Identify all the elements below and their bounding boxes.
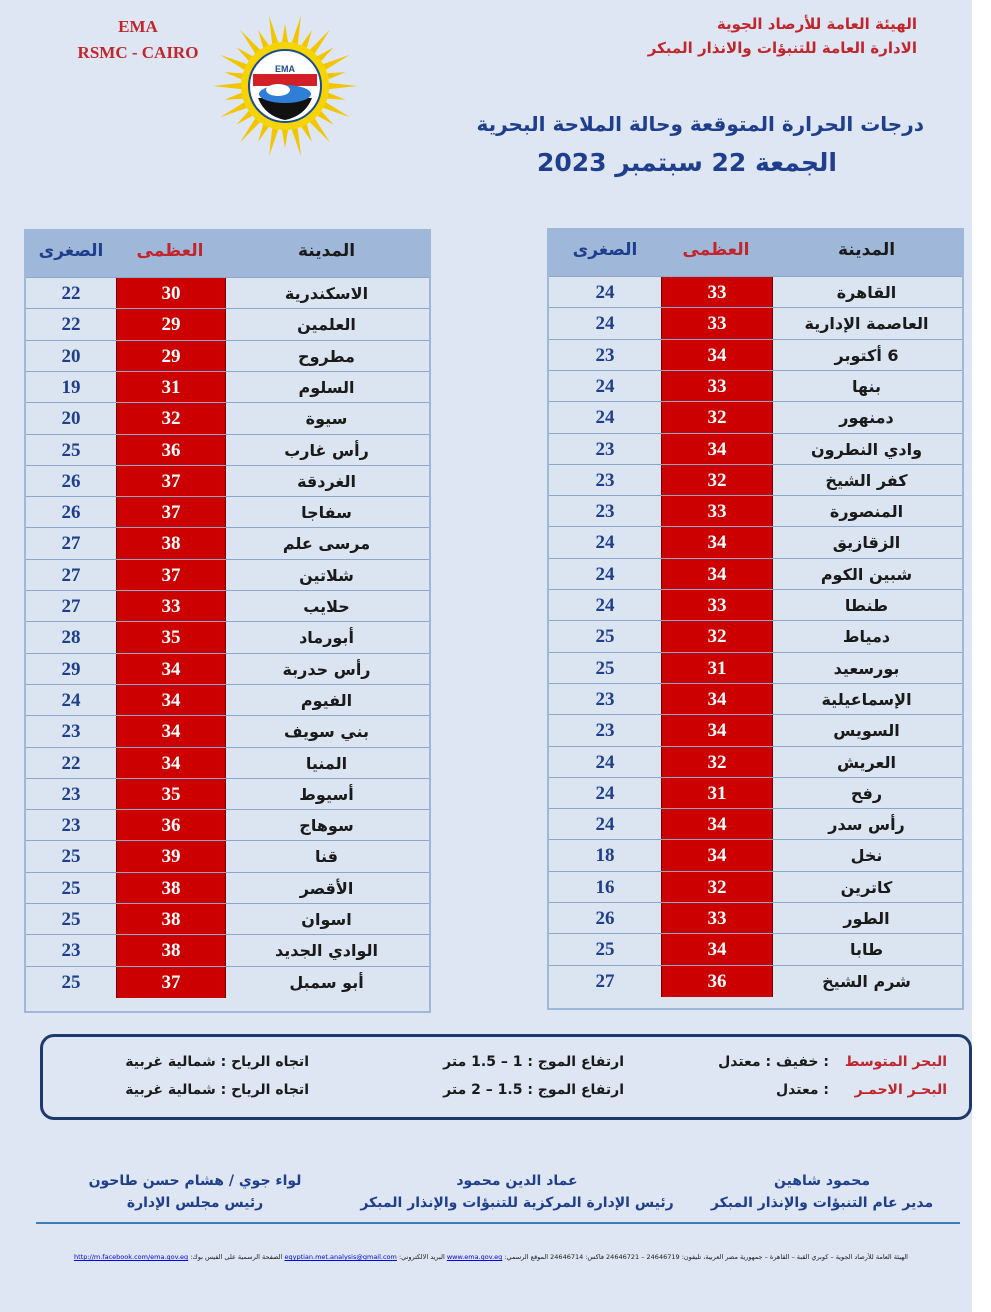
city-name: سوهاج xyxy=(299,816,354,836)
max-temp: 33 xyxy=(116,591,226,622)
city-name: رأس غارب xyxy=(284,440,369,460)
min-temp: 24 xyxy=(595,282,615,303)
header-city: المدينة xyxy=(297,241,356,261)
min-temp: 25 xyxy=(595,657,615,679)
max-temp: 37 xyxy=(116,967,226,998)
min-temp: 24 xyxy=(595,532,615,554)
city-name: الفيوم xyxy=(300,690,353,710)
min-temp: 26 xyxy=(61,470,81,492)
min-temp: 25 xyxy=(61,846,81,868)
table-row xyxy=(26,465,429,497)
email-link[interactable]: egyptian.met.analysis@gmail.com xyxy=(284,1253,397,1261)
max-temp: 37 xyxy=(116,466,226,497)
table-row xyxy=(549,401,962,433)
max-temp: 33 xyxy=(661,371,773,402)
max-temp: 29 xyxy=(116,309,226,340)
table-row xyxy=(549,464,962,496)
table-row xyxy=(26,277,429,309)
min-temp: 23 xyxy=(61,721,81,743)
city-name: رفح xyxy=(850,783,883,803)
wind-direction: اتجاه الرياح : شمالية غربية xyxy=(125,1054,309,1070)
min-temp: 26 xyxy=(595,908,615,929)
city-name: وادي النطرون xyxy=(810,439,923,459)
website-link[interactable]: www.ema.gov.eg xyxy=(446,1253,503,1261)
min-temp: 25 xyxy=(61,971,81,993)
forecast-date: الجمعة 22 سبتمبر 2023 xyxy=(536,148,837,177)
table-row xyxy=(549,965,962,997)
wave-height: ارتفاع الموج : 1.5 – 2 متر xyxy=(443,1082,624,1098)
city-name: العلمين xyxy=(297,315,356,335)
page-margin xyxy=(972,0,991,1312)
min-temp: 24 xyxy=(61,689,81,711)
table-row xyxy=(26,308,429,340)
sea-conditions-box xyxy=(40,1034,972,1120)
table-row xyxy=(26,809,429,841)
table-row xyxy=(26,653,429,685)
min-temp: 27 xyxy=(61,596,81,617)
city-name: اسوان xyxy=(301,910,352,929)
table-row xyxy=(549,746,962,778)
max-temp: 34 xyxy=(661,527,773,558)
table-row xyxy=(549,307,962,339)
table-row xyxy=(26,715,429,747)
email-label: البريد الالكتروني: xyxy=(398,1253,445,1261)
signatory-name: عماد الدين محمود xyxy=(456,1173,578,1189)
table-row xyxy=(26,840,429,872)
city-name: شرم الشيخ xyxy=(822,971,911,991)
city-name: طابا xyxy=(849,940,884,960)
org-name-line: الهيئة العامة للأرصاد الجوية xyxy=(716,15,917,33)
table-row xyxy=(549,526,962,558)
city-name: القاهرة xyxy=(836,283,897,302)
city-name: بني سويف xyxy=(283,722,370,742)
table-row xyxy=(549,558,962,590)
city-name: رأس سدر xyxy=(828,815,905,835)
table-row xyxy=(549,933,962,965)
signature-block xyxy=(702,1170,942,1214)
wind-direction: اتجاه الرياح : شمالية غربية xyxy=(125,1082,309,1098)
ema-sun-logo xyxy=(210,14,360,164)
sea-name: البحـر الاحمـر xyxy=(854,1082,947,1098)
city-name: المنيا xyxy=(305,753,348,773)
table-row xyxy=(549,871,962,903)
table-row xyxy=(26,434,429,466)
table-row xyxy=(26,371,429,403)
min-temp: 29 xyxy=(61,658,81,680)
city-name: شبين الكوم xyxy=(820,564,913,584)
max-temp: 34 xyxy=(116,716,226,747)
table-row xyxy=(26,590,429,622)
min-temp: 25 xyxy=(61,877,81,899)
facebook-label: الصفحة الرسمية على الفيس بوك: xyxy=(190,1253,283,1261)
max-temp: 34 xyxy=(116,748,226,779)
table-row xyxy=(26,496,429,528)
min-temp: 27 xyxy=(595,970,615,992)
city-name: مرسى علم xyxy=(282,534,371,554)
max-temp: 32 xyxy=(661,621,773,652)
city-name: الغردقة xyxy=(297,471,356,491)
city-name: الاسكندرية xyxy=(284,284,369,303)
signatory-name: لواء جوي / هشام حسن طاحون xyxy=(88,1173,302,1189)
table-row xyxy=(549,683,962,715)
max-temp: 38 xyxy=(116,935,226,966)
min-temp: 23 xyxy=(595,469,615,491)
temperature-table-right xyxy=(547,228,964,1010)
max-temp: 33 xyxy=(661,277,773,308)
min-temp: 24 xyxy=(595,375,615,397)
table-row xyxy=(26,903,429,935)
table-row xyxy=(549,808,962,840)
max-temp: 34 xyxy=(661,715,773,746)
city-name: الزقازيق xyxy=(832,533,901,553)
max-temp: 34 xyxy=(661,684,773,715)
min-temp: 23 xyxy=(595,344,615,366)
signatory-role: رئيس مجلس الإدارة xyxy=(126,1195,264,1211)
table-row xyxy=(26,872,429,904)
ema-acronym: EMA xyxy=(118,17,158,36)
table-row xyxy=(26,340,429,372)
org-department-line: الادارة العامة للتنبؤات والانذار المبكر xyxy=(647,39,917,57)
mediterranean-row xyxy=(43,1054,969,1080)
max-temp: 36 xyxy=(661,966,773,997)
max-temp: 31 xyxy=(661,778,773,809)
footer-address: الهيئة العامة للأرصاد الجوية – كوبري القبة – القاهرة – جمهورية مصر العربية، تليفون: 24646719 – 24646721 فاكس: 24646714 الموقع الرسمي: xyxy=(504,1253,908,1261)
sea-name: البحر المتوسط xyxy=(844,1054,947,1070)
city-name: 6 أكتوبر xyxy=(834,345,899,365)
max-temp: 35 xyxy=(116,622,226,653)
table-row xyxy=(26,559,429,591)
table-row xyxy=(26,527,429,559)
min-temp: 23 xyxy=(595,720,615,742)
table-row xyxy=(26,778,429,810)
max-temp: 33 xyxy=(661,496,773,527)
max-temp: 34 xyxy=(116,685,226,716)
city-name: شلاتين xyxy=(299,565,354,585)
table-row xyxy=(26,934,429,966)
city-name: رأس حدربة xyxy=(282,659,371,679)
sea-state: : معتدل xyxy=(776,1082,829,1098)
max-temp: 34 xyxy=(661,809,773,840)
max-temp: 33 xyxy=(661,308,773,339)
min-temp: 27 xyxy=(61,564,81,586)
min-temp: 25 xyxy=(595,626,615,648)
rsmc-label: RSMC - CAIRO xyxy=(77,43,199,62)
city-name: مطروح xyxy=(298,346,355,366)
table-row xyxy=(549,370,962,402)
min-temp: 26 xyxy=(61,502,81,524)
max-temp: 39 xyxy=(116,841,226,872)
max-temp: 32 xyxy=(116,403,226,434)
header-city: المدينة xyxy=(837,240,896,260)
city-name: الوادي الجديد xyxy=(275,941,378,961)
signature-block xyxy=(352,1170,682,1214)
max-temp: 32 xyxy=(661,747,773,778)
sea-state: : خفيف : معتدل xyxy=(718,1054,829,1070)
max-temp: 33 xyxy=(661,590,773,621)
min-temp: 23 xyxy=(595,501,615,523)
max-temp: 38 xyxy=(116,873,226,904)
header-max: العظمى xyxy=(682,240,750,260)
city-name: المنصورة xyxy=(829,502,904,522)
max-temp: 36 xyxy=(116,810,226,841)
table-row xyxy=(549,777,962,809)
min-temp: 23 xyxy=(61,940,81,962)
min-temp: 27 xyxy=(61,533,81,555)
signatory-role: مدير عام التنبؤات والإنذار المبكر xyxy=(710,1195,934,1211)
table-header xyxy=(549,230,962,276)
red-sea-row xyxy=(43,1082,969,1108)
city-name: سفاجا xyxy=(301,503,352,523)
max-temp: 34 xyxy=(661,340,773,371)
city-name: سيوة xyxy=(305,409,348,429)
table-row xyxy=(549,339,962,371)
city-name: السلوم xyxy=(298,377,355,397)
header-max: العظمى xyxy=(136,241,204,261)
max-temp: 38 xyxy=(116,904,226,935)
table-row xyxy=(26,747,429,779)
city-name: حلايب xyxy=(303,597,350,616)
min-temp: 20 xyxy=(61,345,81,367)
max-temp: 30 xyxy=(116,278,226,309)
ema-english-name xyxy=(58,14,218,66)
max-temp: 33 xyxy=(661,903,773,934)
max-temp: 31 xyxy=(116,372,226,403)
page-title: درجات الحرارة المتوقعة وحالة الملاحة البحرية xyxy=(476,112,924,136)
min-temp: 24 xyxy=(595,595,615,616)
min-temp: 19 xyxy=(61,376,81,398)
table-row xyxy=(549,276,962,308)
city-name: نخل xyxy=(850,846,883,866)
min-temp: 25 xyxy=(61,909,81,930)
max-temp: 32 xyxy=(661,402,773,433)
city-name: أبورماد xyxy=(299,628,354,648)
table-row xyxy=(549,433,962,465)
min-temp: 24 xyxy=(595,313,615,335)
max-temp: 37 xyxy=(116,560,226,591)
min-temp: 24 xyxy=(595,563,615,585)
max-temp: 34 xyxy=(116,654,226,685)
city-name: السويس xyxy=(833,721,900,741)
city-name: كاترين xyxy=(840,877,893,897)
max-temp: 36 xyxy=(116,435,226,466)
max-temp: 32 xyxy=(661,465,773,496)
max-temp: 34 xyxy=(661,840,773,871)
city-name: الإسماعيلية xyxy=(821,689,912,709)
max-temp: 37 xyxy=(116,497,226,528)
city-name: قنا xyxy=(314,847,338,867)
facebook-link[interactable]: http://m.facebook.com/ema.gov.eg xyxy=(74,1253,189,1261)
table-row xyxy=(26,966,429,998)
table-row xyxy=(549,652,962,684)
min-temp: 23 xyxy=(61,783,81,805)
min-temp: 23 xyxy=(61,815,81,837)
table-header xyxy=(26,231,429,277)
footer-contact xyxy=(55,1253,927,1261)
table-row xyxy=(549,902,962,934)
min-temp: 24 xyxy=(595,814,615,836)
table-row xyxy=(549,714,962,746)
table-row xyxy=(26,402,429,434)
min-temp: 22 xyxy=(61,283,81,304)
max-temp: 34 xyxy=(661,559,773,590)
min-temp: 25 xyxy=(61,439,81,461)
signature-block xyxy=(70,1170,320,1214)
max-temp: 29 xyxy=(116,341,226,372)
min-temp: 23 xyxy=(595,688,615,710)
city-name: العاصمة الإدارية xyxy=(804,314,929,334)
city-name: دمياط xyxy=(842,627,891,647)
city-name: بنها xyxy=(851,376,882,396)
city-name: كفر الشيخ xyxy=(825,470,908,490)
min-temp: 25 xyxy=(595,939,615,961)
city-name: الطور xyxy=(843,909,890,928)
organization-arabic xyxy=(648,12,917,60)
table-row xyxy=(26,621,429,653)
wave-height: ارتفاع الموج : 1 – 1.5 متر xyxy=(443,1054,624,1070)
min-temp: 22 xyxy=(61,752,81,774)
signatory-name: محمود شاهين xyxy=(773,1173,871,1189)
city-name: العريش xyxy=(836,752,897,772)
min-temp: 24 xyxy=(595,751,615,773)
city-name: طنطا xyxy=(844,596,889,615)
min-temp: 24 xyxy=(595,782,615,804)
min-temp: 28 xyxy=(61,627,81,649)
temperature-table-left xyxy=(24,229,431,1013)
table-row xyxy=(549,620,962,652)
city-name: دمنهور xyxy=(839,408,894,428)
max-temp: 34 xyxy=(661,434,773,465)
max-temp: 31 xyxy=(661,653,773,684)
footer-divider xyxy=(36,1222,960,1224)
city-name: الأقصر xyxy=(299,878,354,898)
table-row xyxy=(26,684,429,716)
max-temp: 32 xyxy=(661,872,773,903)
signatory-role: رئيس الإدارة المركزية للتنبؤات والإنذار المبكر xyxy=(360,1195,674,1211)
city-name: أسيوط xyxy=(299,784,354,804)
table-row xyxy=(549,839,962,871)
city-name: بورسعيد xyxy=(833,658,900,678)
city-name: أبو سمبل xyxy=(289,972,364,992)
max-temp: 38 xyxy=(116,528,226,559)
min-temp: 23 xyxy=(595,438,615,460)
table-row xyxy=(549,495,962,527)
header-min: الصغرى xyxy=(38,241,104,261)
min-temp: 20 xyxy=(61,408,81,430)
logo-text: EMA xyxy=(275,64,295,74)
min-temp: 22 xyxy=(61,314,81,336)
min-temp: 18 xyxy=(595,845,615,867)
max-temp: 35 xyxy=(116,779,226,810)
min-temp: 16 xyxy=(595,876,615,898)
max-temp: 34 xyxy=(661,934,773,965)
header-min: الصغرى xyxy=(572,240,638,260)
min-temp: 24 xyxy=(595,407,615,429)
table-row xyxy=(549,589,962,621)
